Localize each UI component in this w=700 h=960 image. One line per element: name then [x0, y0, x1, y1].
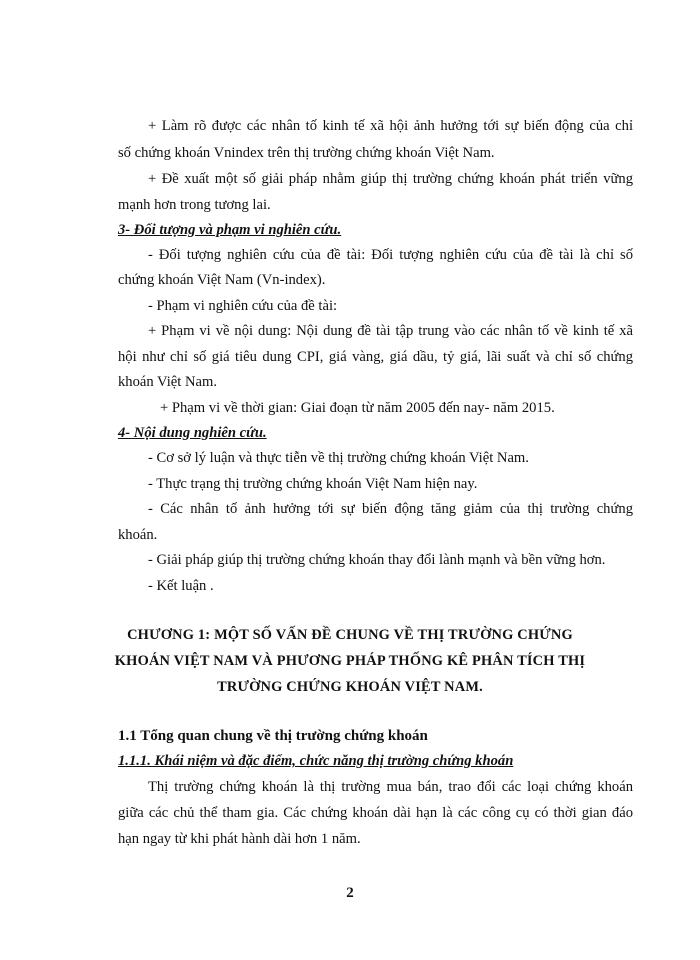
section-heading-1-1-1 — [118, 752, 513, 770]
section-heading-3-text: 3- Đối tượng và phạm vi nghiên cứu. — [118, 222, 342, 238]
paragraph-line: + Đề xuất một số giải pháp nhằm giúp thị trường chứng khoán phát triển vững — [148, 171, 633, 187]
section-heading-1-1-1-text: 1.1.1. Khái niệm và đặc điểm, chức năng thị trường chứng khoán — [118, 753, 514, 769]
section-heading-1-1: 1.1 Tổng quan chung về thị trường chứng khoán — [118, 728, 428, 744]
page-number: 2 — [346, 885, 354, 901]
paragraph-line: - Các nhân tố ảnh hưởng tới sự biến động tăng giảm của thị trường chứng — [148, 501, 633, 517]
body-line: hạn ngay từ khi phát hành dài hơn 1 năm. — [118, 831, 361, 847]
paragraph-line: mạnh hơn trong tương lai. — [118, 197, 271, 213]
paragraph-line: + Phạm vi về nội dung: Nội dung đề tài tập trung vào các nhân tố về kinh tế xã — [148, 323, 633, 339]
paragraph-line: khoán. — [118, 527, 158, 543]
paragraph-line: + Phạm vi về thời gian: Giai đoạn từ năm 2005 đến nay- năm 2015. — [160, 400, 555, 416]
paragraph-line: hội như chỉ số giá tiêu dung CPI, giá vàng, giá dầu, tỷ giá, lãi suất và chỉ số chứng — [118, 349, 633, 365]
body-line: Thị trường chứng khoán là thị trường mua bán, trao đổi các loại chứng khoán — [148, 779, 633, 795]
paragraph-line: - Đối tượng nghiên cứu của đề tài: Đối tượng nghiên cứu của đề tài là chỉ số — [148, 247, 633, 263]
paragraph-line: - Kết luận . — [148, 578, 214, 594]
paragraph-line: chứng khoán Việt Nam (Vn-index). — [118, 272, 326, 288]
paragraph-line: - Thực trạng thị trường chứng khoán Việt Nam hiện nay. — [148, 476, 478, 492]
section-heading-4 — [118, 424, 267, 442]
paragraph-line: khoán Việt Nam. — [118, 374, 217, 390]
chapter-title-line: CHƯƠNG 1: MỘT SỐ VẤN ĐỀ CHUNG VỀ THỊ TRƯỜNG CHỨNG — [127, 627, 573, 643]
paragraph-line: + Làm rõ được các nhân tố kinh tế xã hội ảnh hưởng tới sự biến động của chỉ — [148, 118, 633, 134]
paragraph-line: - Cơ sở lý luận và thực tiễn về thị trường chứng khoán Việt Nam. — [148, 450, 529, 466]
paragraph-line: - Giải pháp giúp thị trường chứng khoán thay đổi lành mạnh và bền vững hơn. — [148, 552, 606, 568]
body-line: giữa các chủ thể tham gia. Các chứng khoán dài hạn là các công cụ có thời gian đáo — [118, 805, 633, 821]
paragraph-line: - Phạm vi nghiên cứu của đề tài: — [148, 298, 338, 314]
paragraph-line: số chứng khoán Vnindex trên thị trường chứng khoán Việt Nam. — [118, 145, 495, 161]
section-heading-4-text: 4- Nội dung nghiên cứu. — [118, 425, 267, 441]
chapter-title-line: KHOÁN VIỆT NAM VÀ PHƯƠNG PHÁP THỐNG KÊ PHÂN TÍCH THỊ — [114, 653, 586, 669]
chapter-title-line: TRƯỜNG CHỨNG KHOÁN VIỆT NAM. — [217, 679, 483, 695]
section-heading-3 — [118, 221, 341, 239]
